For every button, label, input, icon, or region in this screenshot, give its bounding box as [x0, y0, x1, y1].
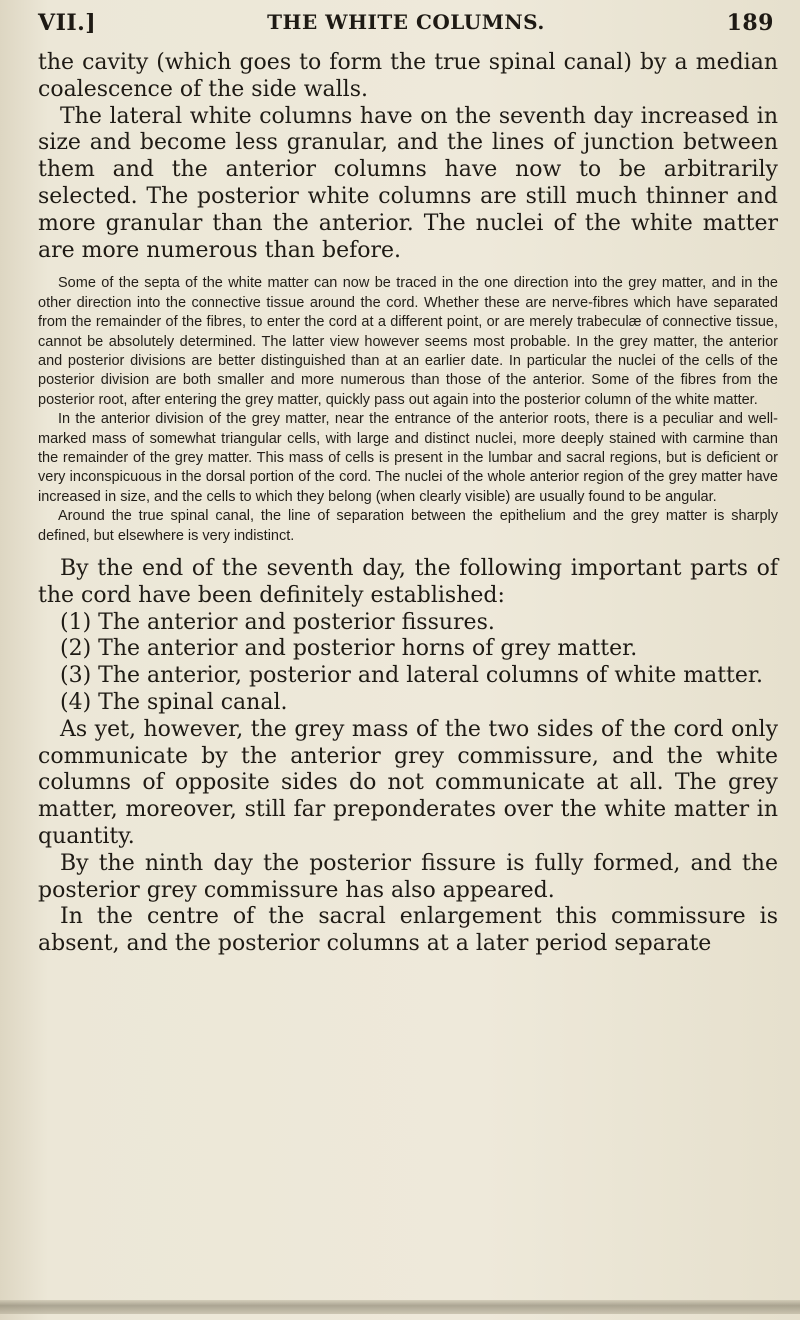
- chapter-number: VII.]: [38, 10, 97, 36]
- page-header: [38, 6, 774, 40]
- paragraph: In the centre of the sacral enlargement this commissure is absent, and the posterior columns at a later period separate: [38, 904, 778, 957]
- small-paragraph: In the anterior division of the grey matter, near the entrance of the anterior roots, there is a peculiar and well-marked mass of somewhat triangular cells, with large and distinct nuclei, more deeply stained with carmine than the remainder of the grey matter. This mass of cells is present in the lumbar and sacral regions, but is deficient or very inconspicuous in the dorsal portion of the cord. The nuclei of the whole anterior region of the grey matter have increased in size, and the cells to which they belong (when clearly visible) are usually found to be angular.: [38, 411, 778, 505]
- list-item: (2) The anterior and posterior horns of grey matter.: [60, 636, 638, 662]
- paragraph: the cavity (which goes to form the true spinal canal) by a median coalescence of the side walls.: [38, 50, 778, 102]
- paragraph: By the ninth day the posterior fissure is fully formed, and the posterior grey commissure has also appeared.: [38, 850, 778, 903]
- summary-intro: By the end of the seventh day, the following important parts of the cord have been definitely established:: [38, 556, 778, 608]
- paragraph: As yet, however, the grey mass of the two sides of the cord only communicate by the anterior grey commissure, and the white columns of opposite sides do not communicate at all. The grey matter, moreover, still far preponderates over the white matter in quantity.: [38, 716, 778, 850]
- list-item: (1) The anterior and posterior fissures.: [60, 609, 495, 635]
- running-title: THE WHITE COLUMNS.: [267, 10, 545, 34]
- paragraph: The lateral white columns have on the seventh day increased in size and become less granular, and the lines of junction between them and the anterior columns have now to be arbitrarily selected. The posterior white columns are still much thinner and more granular than the anterior. The nuclei of the white matter are more numerous than before.: [38, 103, 778, 263]
- list-item: (3) The anterior, posterior and lateral columns of white matter.: [60, 663, 763, 689]
- small-paragraph: Around the true spinal canal, the line of separation between the epithelium and the grey matter is sharply defined, but elsewhere is very indistinct.: [38, 508, 778, 544]
- small-paragraph: Some of the septa of the white matter can now be traced in the one direction into the grey matter, and in the other direction into the connective tissue around the cord. Whether these are nerve-fibres which have separated from the remainder of the fibres, to enter the cord at a different point, or are merely trabeculæ of connective tissue, cannot be absolutely determined. The latter view however seems most probable. In the grey matter, the anterior and posterior divisions are better distinguished than at an earlier date. In particular the nuclei of the cells of the posterior division are both smaller and more numerous than those of the anterior. Some of the fibres from the posterior root, after entering the grey matter, quickly pass out again into the posterior column of the white matter.: [38, 275, 778, 408]
- page-number: 189: [726, 10, 774, 36]
- small-print-block: [38, 274, 778, 546]
- list-item: (4) The spinal canal.: [60, 690, 288, 716]
- page-body: [38, 50, 778, 958]
- page-bottom-edge: [0, 1300, 800, 1314]
